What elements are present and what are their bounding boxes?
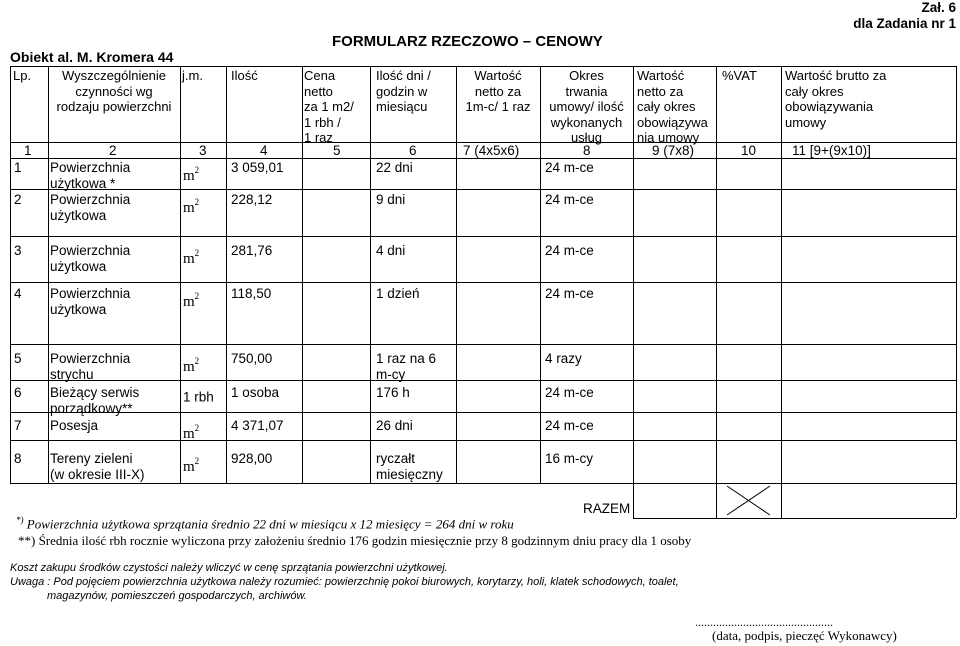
remark-line-1: Uwaga : Pod pojęciem powierzchnia użytkowa należy rozumieć: powierzchnię pokoi biurowych, korytarzy, holi, klatek schodowych, toalet, xyxy=(10,576,679,588)
row-days: 1 dzień xyxy=(376,286,420,301)
row-days: 4 dni xyxy=(376,243,406,258)
row-unit: $m^2$ xyxy=(183,356,200,375)
row-lp: 8 xyxy=(14,451,22,466)
task-label: dla Zadania nr 1 xyxy=(853,16,956,31)
header-period: Okres trwania umowy/ ilość wykonanych usług xyxy=(549,68,624,145)
footnote-2: **) Średnia ilość rbh rocznie wyliczona przy założeniu średnio 176 godzin miesięcznie przy 8 godzinnym dniu pracy dla 1 osoby xyxy=(18,533,692,548)
header-gross-total: Wartość brutto za cały okres obowiązywania umowy xyxy=(785,68,887,130)
row-unit: $m^2$ xyxy=(183,248,200,267)
header-net-total: Wartość netto za cały okres obowiązywa nia umowy xyxy=(637,68,708,145)
row-lp: 2 xyxy=(14,192,22,207)
row-period: 24 m-ce xyxy=(545,160,594,175)
row-description: Powierzchnia strychu xyxy=(50,351,131,382)
row-unit: $m^2$ xyxy=(183,197,200,216)
row-lp: 4 xyxy=(14,286,22,301)
row-unit: $m^2$ xyxy=(183,423,200,442)
colnum-6: 6 xyxy=(409,143,417,158)
row-days: 9 dni xyxy=(376,192,406,207)
row-days: ryczałt miesięczny xyxy=(376,451,443,482)
row-days: 1 raz na 6 m-cy xyxy=(376,351,437,382)
header-lp: Lp. xyxy=(13,68,32,83)
colnum-10: 10 xyxy=(741,143,757,158)
colnum-8: 8 xyxy=(583,143,591,158)
signature-dots: .............................................. xyxy=(695,615,833,629)
row-period: 24 m-ce xyxy=(545,243,594,258)
row-quantity: 3 059,01 xyxy=(231,160,284,175)
row-period: 24 m-ce xyxy=(545,192,594,207)
object-label: Obiekt al. M. Kromera 44 xyxy=(10,49,174,65)
row-quantity: 928,00 xyxy=(231,451,273,466)
row-period: 16 m-cy xyxy=(545,451,594,466)
row-unit: $m^2$ xyxy=(183,165,200,184)
row-quantity: 228,12 xyxy=(231,192,273,207)
row-description: Powierzchnia użytkowa xyxy=(50,192,131,223)
colnum-11: 11 [9+(9x10)] xyxy=(792,143,871,158)
row-unit: $m^2$ xyxy=(183,456,200,475)
colnum-1: 1 xyxy=(24,143,32,158)
colnum-9: 9 (7x8) xyxy=(652,143,695,158)
row-lp: 7 xyxy=(14,418,22,433)
row-quantity: 1 osoba xyxy=(231,385,280,400)
row-period: 24 m-ce xyxy=(545,385,594,400)
header-quantity: Ilość xyxy=(231,68,258,83)
colnum-3: 3 xyxy=(199,143,207,158)
row-lp: 3 xyxy=(14,243,22,258)
header-unit: j.m. xyxy=(182,68,203,83)
signature-caption: (data, podpis, pieczęć Wykonawcy) xyxy=(712,628,897,643)
row-quantity: 750,00 xyxy=(231,351,273,366)
row-lp: 1 xyxy=(14,160,22,175)
row-period: 24 m-ce xyxy=(545,286,594,301)
row-description: Powierzchnia użytkowa * xyxy=(50,160,131,191)
colnum-7: 7 (4x5x6) xyxy=(463,143,520,158)
colnum-4: 4 xyxy=(260,143,268,158)
row-unit: $m^2$ xyxy=(183,291,200,310)
row-description: Tereny zieleni (w okresie III-X) xyxy=(50,451,145,482)
row-unit: 1 rbh xyxy=(183,389,214,405)
row-description: Powierzchnia użytkowa xyxy=(50,243,131,274)
colnum-2: 2 xyxy=(109,143,117,158)
row-period: 24 m-ce xyxy=(545,418,594,433)
row-quantity: 4 371,07 xyxy=(231,418,284,433)
attachment-label: Zał. 6 xyxy=(921,0,956,15)
row-days: 176 h xyxy=(376,385,410,400)
row-lp: 5 xyxy=(14,351,22,366)
row-lp: 6 xyxy=(14,385,22,400)
row-description: Powierzchnia użytkowa xyxy=(50,286,131,317)
row-days: 22 dni xyxy=(376,160,413,175)
crossed-out-cell-icon xyxy=(726,484,772,517)
row-description: Bieżący serwis porządkowy** xyxy=(50,385,140,416)
cost-note: Koszt zakupu środków czystości należy wliczyć w cenę sprzątania powierzchni użytkowej. xyxy=(10,562,448,574)
row-period: 4 razy xyxy=(545,351,582,366)
row-description: Posesja xyxy=(50,418,99,433)
row-quantity: 118,50 xyxy=(231,286,272,301)
total-label: RAZEM xyxy=(583,501,631,516)
form-title: FORMULARZ RZECZOWO – CENOWY xyxy=(332,33,603,50)
row-days: 26 dni xyxy=(376,418,413,433)
colnum-5: 5 xyxy=(333,143,341,158)
footnote-1: *) Powierzchnia użytkowa sprzątania średnio 22 dni w miesiącu x 12 miesięcy = 264 dni w roku xyxy=(16,515,514,532)
header-vat: %VAT xyxy=(722,68,757,83)
header-days: Ilość dni / godzin w miesiącu xyxy=(376,68,431,114)
header-description: Wyszczególnienie czynności wg rodzaju powierzchni xyxy=(56,68,172,114)
header-monthly-value: Wartość netto za 1m-c/ 1 raz xyxy=(465,68,531,114)
remark-line-2: magazynów, pomieszczeń gospodarczych, archiwów. xyxy=(47,590,307,602)
header-unit-price: Cena netto za 1 m2/ 1 rbh / 1 raz xyxy=(304,68,354,145)
row-quantity: 281,76 xyxy=(231,243,273,258)
